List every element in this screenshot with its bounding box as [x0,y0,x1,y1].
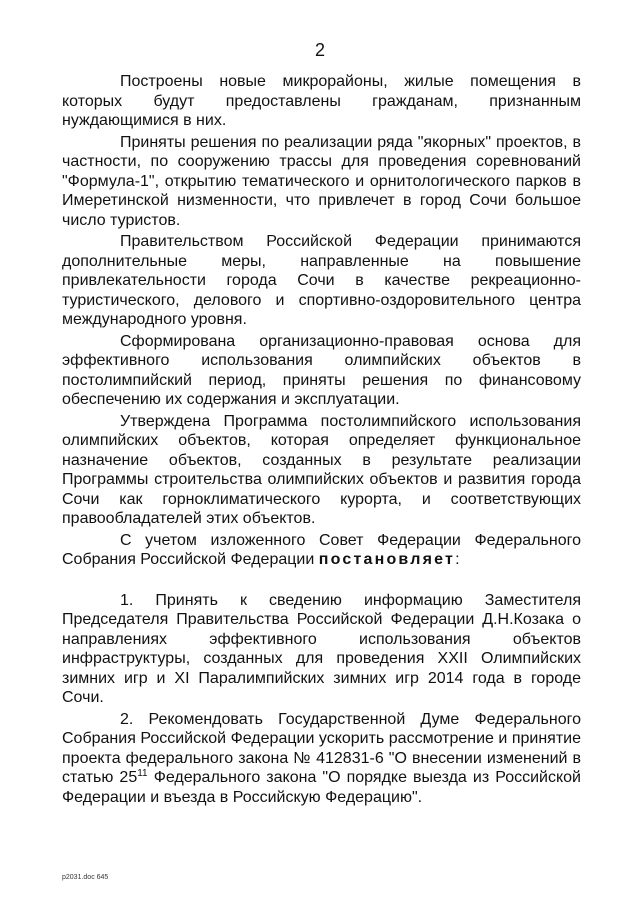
item-2-text: 2. Рекомендовать Государственной Думе Федерального Собрания Российской Федерации ускорить рассмотрение и принятие проекта федерального закона № 412831-6 "О внесении изменений в статью 25 [62,710,581,786]
document-body [62,72,581,809]
resolution-item-1: 1. Принять к сведению информацию Заместителя Председателя Правительства Российской Федерации Д.Н.Козака о направлениях эффективного использования объектов инфраструктуры, созданных для проведения XXII Олимпийских зимних игр и XI Паралимпийских зимних игр 2014 года в городе Сочи. [62,591,581,706]
item-2-text-end: Федерального закона "О порядке выезда из Российской Федерации и въезда в Российскую Федерацию". [62,769,581,806]
resolution-intro: С учетом изложенного Совет Федерации Федерального Собрания Российской Федерации [62,531,581,568]
resolution-colon: : [455,551,460,568]
paragraph-microdistricts: Построены новые микрорайоны, жилые помещения в которых будут предоставлены гражданам, признанным нуждающимися в них. [62,73,581,129]
resolution-keyword: постановляет [318,551,456,568]
paragraph-resolution [62,531,581,570]
page-number: 2 [314,40,325,60]
paragraph-postolympic-program: Утверждена Программа постолимпийского использования олимпийских объектов, которая определяет функциональное назначение объектов, созданных в результате реализации Программы строительства олимпийских объектов и развития города Сочи как горноклиматического курорта, и соответствующих правообладателей этих объектов. [62,412,581,527]
article-superscript: 11 [137,768,148,779]
paragraph-anchor-projects: Приняты решения по реализации ряда "якорных" проектов, в частности, по сооружению трассы для проведения соревнований "Формула-1", открытию тематического и орнитологического парков в Имеретинской низменности, что привлечет в город Сочи большое число туристов. [62,133,581,229]
paragraph-legal-basis: Сформирована организационно-правовая основа для эффективного использования олимпийских объектов в постолимпийский период, приняты решения по финансовому обеспечению их содержания и эксплуатации. [62,332,581,408]
file-footer: р2031.doc 645 [62,874,109,881]
resolution-item-2 [62,710,581,808]
paragraph-government-measures: Правительством Российской Федерации принимаются дополнительные меры, направленные на повышение привлекательности города Сочи в качестве рекреационно-туристического, делового и спортивно-оздоровительного центра международного уровня. [62,233,581,328]
